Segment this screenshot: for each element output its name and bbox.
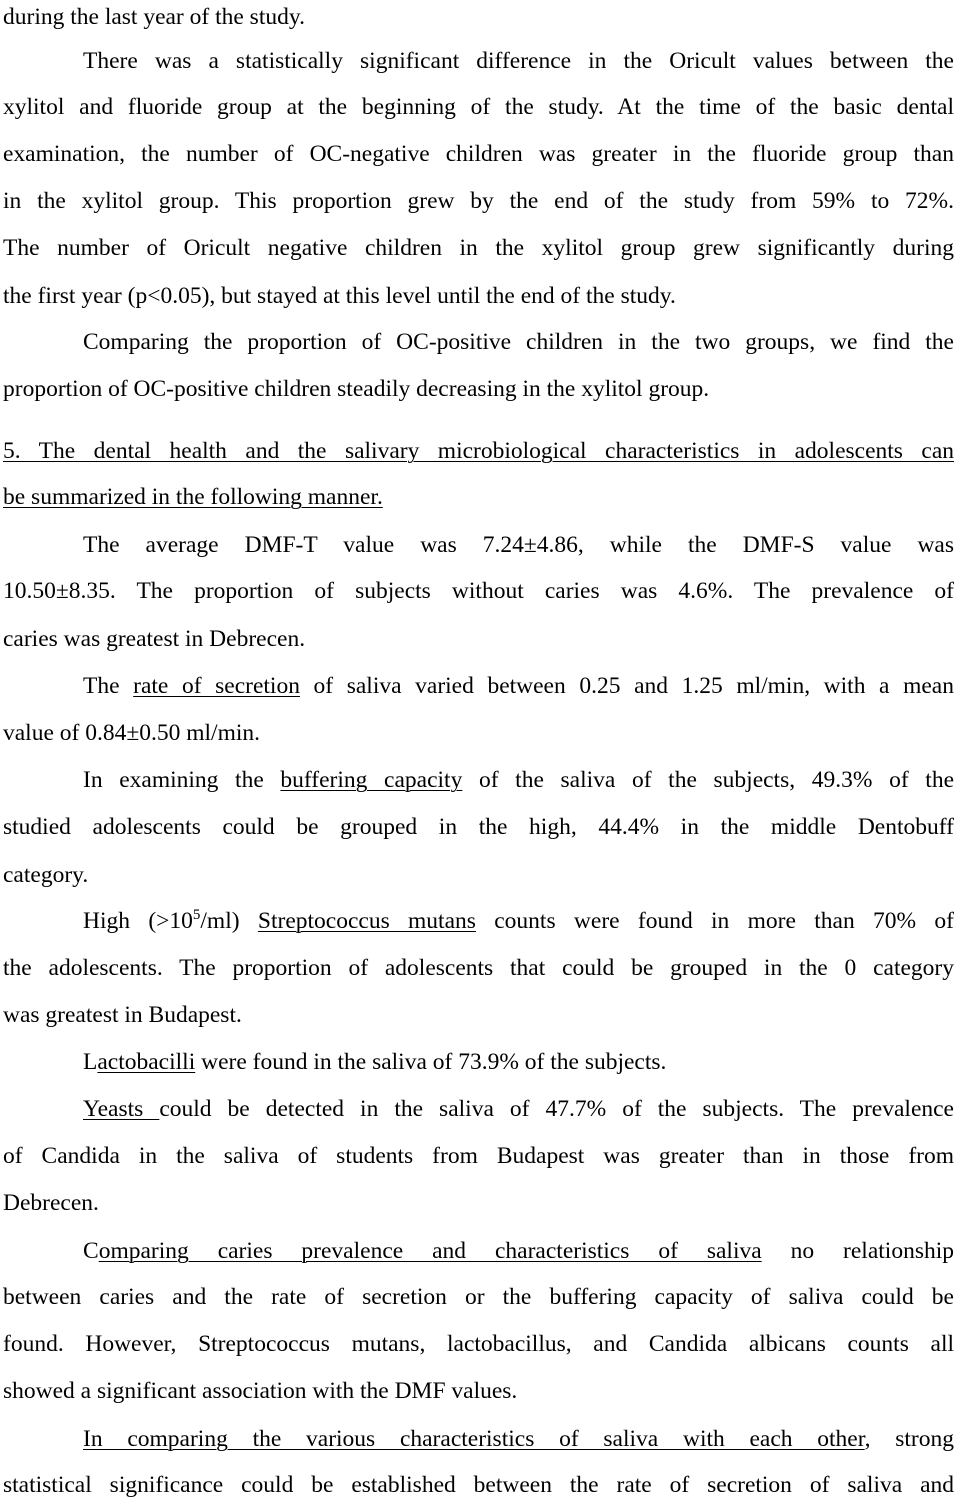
text-segment: were found in the saliva of 73.9% of the subjects. (195, 1049, 667, 1075)
text-segment: during the last year of the study. (3, 4, 305, 30)
text-segment: in the xylitol group. This proportion grew by the end of the study from 59% to 72%. (3, 188, 954, 214)
text-segment: , strong (864, 1426, 955, 1452)
text-segment: /ml) (200, 908, 258, 934)
text-segment: The number of Oricult negative children in the xylitol group grew significantly during (3, 235, 954, 261)
text-segment: 10.50±8.35. The proportion of subjects without caries was 4.6%. The prevalence of (3, 578, 954, 604)
text-line (3, 576, 954, 606)
text-segment: was greatest in Budapest. (3, 1002, 242, 1028)
underlined-text: be summarized in the following manner. (3, 484, 383, 510)
superscript: 5 (192, 907, 201, 923)
underlined-text: Yeasts (83, 1096, 160, 1122)
text-segment: no relationship (761, 1238, 955, 1264)
underlined-text: actobacilli (97, 1049, 196, 1075)
text-line (83, 765, 954, 795)
text-segment: xylitol and fluoride group at the beginning of the study. At the time of the basic dental (3, 94, 954, 120)
text-segment: High (>10 (83, 908, 193, 934)
text-segment: the first year (p<0.05), but stayed at this level until the end of the study. (3, 283, 676, 309)
text-segment: showed a significant association with the DMF values. (3, 1378, 518, 1404)
text-line (83, 46, 954, 76)
text-segment: proportion of OC-positive children steadily decreasing in the xylitol group. (3, 376, 710, 402)
text-segment: L (83, 1049, 98, 1075)
text-segment: studied adolescents could be grouped in the high, 44.4% in the middle Dentobuff (3, 814, 954, 840)
underlined-text: In comparing the various characteristics of saliva with each other (83, 1426, 865, 1452)
text-segment: The (83, 673, 134, 699)
text-line (3, 1282, 954, 1312)
text-segment: C (83, 1238, 99, 1264)
text-line (3, 374, 954, 404)
text-line (83, 671, 954, 701)
text-segment: Comparing the proportion of OC-positive children in the two groups, we find the (83, 329, 954, 355)
text-line (3, 860, 954, 890)
text-line (3, 186, 954, 216)
text-line (83, 1047, 954, 1077)
underlined-text: buffering capacity (280, 767, 463, 793)
underlined-text: 5. The dental health and the salivary microbiological characteristics in adolescents can (3, 438, 954, 464)
text-line (3, 139, 954, 169)
text-segment: of the saliva of the subjects, 49.3% of the (462, 767, 954, 793)
text-segment: examination, the number of OC-negative children was greater in the fluoride group than (3, 141, 954, 167)
text-line (83, 906, 954, 936)
text-line (3, 92, 954, 122)
text-line (3, 281, 954, 311)
text-line (83, 327, 954, 357)
text-line (83, 1236, 954, 1266)
text-segment: In examining the (83, 767, 281, 793)
text-segment: found. However, Streptococcus mutans, lactobacillus, and Candida albicans counts all (3, 1331, 954, 1357)
text-line (3, 1376, 954, 1406)
text-line (3, 1141, 954, 1171)
underlined-text: Streptococcus mutans (257, 908, 476, 934)
text-segment: of saliva varied between 0.25 and 1.25 ml/min, with a mean (299, 673, 954, 699)
text-segment: could be detected in the saliva of 47.7% of the subjects. The prevalence (159, 1096, 954, 1122)
text-segment: counts were found in more than 70% of (475, 908, 954, 934)
text-segment: between caries and the rate of secretion or the buffering capacity of saliva could be (3, 1284, 954, 1310)
text-line (3, 233, 954, 263)
text-line (3, 812, 954, 842)
text-segment: value of 0.84±0.50 ml/min. (3, 720, 261, 746)
text-segment: There was a statistically significant difference in the Oricult values between the (83, 48, 954, 74)
text-line (3, 436, 954, 466)
text-segment: Debrecen. (3, 1190, 99, 1216)
text-line (83, 530, 954, 560)
text-line (3, 953, 954, 983)
text-segment: of Candida in the saliva of students from Budapest was greater than in those from (3, 1143, 954, 1169)
text-line (3, 718, 954, 748)
text-line (83, 1094, 954, 1124)
text-segment: the adolescents. The proportion of adolescents that could be grouped in the 0 category (3, 955, 954, 981)
text-line (83, 1424, 954, 1454)
text-line (3, 624, 954, 654)
text-line (3, 1000, 954, 1030)
text-segment: category. (3, 862, 89, 888)
text-segment: statistical significance could be established between the rate of secretion of saliva and (3, 1472, 954, 1498)
text-line (3, 1329, 954, 1359)
text-line (3, 1470, 954, 1500)
text-line (3, 482, 954, 512)
underlined-text: omparing caries prevalence and characteristics of saliva (98, 1238, 762, 1264)
text-line (3, 2, 954, 32)
text-segment: caries was greatest in Debrecen. (3, 626, 306, 652)
text-segment: The average DMF-T value was 7.24±4.86, while the DMF-S value was (83, 532, 954, 558)
underlined-text: rate of secretion (133, 673, 300, 699)
text-line (3, 1188, 954, 1218)
